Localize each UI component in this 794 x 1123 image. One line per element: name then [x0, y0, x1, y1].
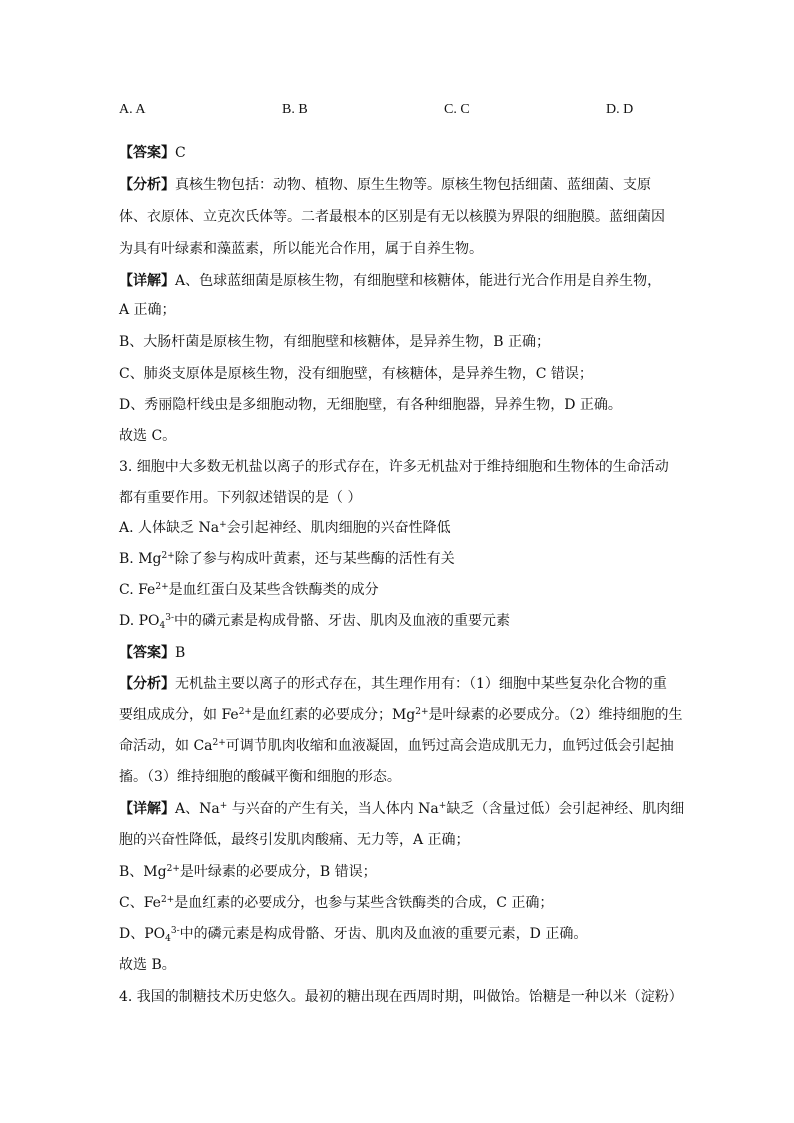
option-b: B. B: [282, 102, 308, 117]
q3-analysis-line-3: 命活动，如 $Ca^{2+}$可调节肌肉收缩和血液凝固，血钙过高会造成肌无力，血钙过低会引起抽: [119, 738, 674, 754]
answer-tag: 【答案】: [119, 145, 175, 161]
option-d: D. D: [606, 102, 634, 117]
analysis-tag: 【分析】: [119, 177, 175, 193]
answer-value: C: [175, 145, 186, 161]
q3-option-b: B. $Mg^{2+}$除了参与构成叶黄素，还与某些酶的活性有关: [119, 551, 455, 567]
q2-detail-line-2: A 正确；: [119, 302, 176, 318]
option-c: C. C: [444, 102, 470, 117]
q3-analysis-line-2: 要组成成分，如 $Fe^{2+}$是血红素的必要成分；$Mg^{2+}$是叶绿素的必要成分。（2）维持细胞的生: [119, 707, 683, 723]
q2-analysis-line-2: 体、衣原体、立克次氏体等。二者最根本的区别是有无以核膜为界限的细胞膜。蓝细菌因: [119, 209, 665, 225]
q3-analysis-line-4: 搐。（3）维持细胞的酸碱平衡和细胞的形态。: [119, 769, 401, 785]
q2-analysis-line-3: 为具有叶绿素和藻蓝素，所以能光合作用，属于自养生物。: [119, 241, 483, 257]
q3-conclusion: 故选 B。: [119, 957, 176, 973]
q3-option-c: C. $Fe^{2+}$是血红蛋白及某些含铁酶类的成分: [119, 582, 379, 598]
q3-stem-line-1: 3. 细胞中大多数无机盐以离子的形式存在，许多无机盐对于维持细胞和生物体的生命活动: [119, 459, 669, 475]
detail-tag: 【详解】: [119, 801, 175, 817]
q3-answer-line: [119, 643, 185, 663]
q3-analysis-line-1: 【分析】无机盐主要以离子的形式存在，其生理作用有：（1）细胞中某些复杂化合物的重: [119, 676, 667, 692]
q3-detail-line-2: 胞的兴奋性降低，最终引发肌肉酸痛、无力等，A 正确；: [119, 832, 470, 848]
answer-value: B: [175, 645, 186, 661]
q3-stem-line-2: 都有重要作用。下列叙述错误的是（ ）: [119, 490, 362, 506]
option-a: A. A: [119, 102, 146, 117]
detail-tag: 【详解】: [119, 273, 175, 289]
answer-tag: 【答案】: [119, 645, 175, 661]
q4-stem-line-1: 4. 我国的制糖技术历史悠久。最初的糖出现在西周时期，叫做饴。饴糖是一种以米（淀粉）: [119, 989, 683, 1005]
q3-detail-line-3: B、$Mg^{2+}$是叶绿素的必要成分，B 错误；: [119, 864, 377, 880]
q2-detail-line-3: B、大肠杆菌是原核生物，有细胞壁和核糖体，是异养生物，B 正确；: [119, 334, 551, 350]
q2-detail-line-1: [119, 271, 661, 291]
q3-detail-line-1: 【详解】A、Na+ 与兴奋的产生有关，当人体内 Na+缺乏（含量过低）会引起神经、肌肉细: [119, 801, 685, 817]
q3-option-d: D. $PO_4^{3-}$中的磷元素是构成骨骼、牙齿、肌肉及血液的重要元素: [119, 613, 511, 631]
q3-detail-line-5: D、$PO_4^{3-}$中的磷元素是构成骨骼、牙齿、肌肉及血液的重要元素，D 正确。: [119, 926, 588, 944]
analysis-tag: 【分析】: [119, 676, 175, 692]
q2-detail-line-4: C、肺炎支原体是原核生物，没有细胞壁，有核糖体，是异养生物，C 错误；: [119, 366, 593, 382]
q2-analysis-line-1: [119, 175, 651, 195]
q2-answer-line: [119, 143, 186, 163]
q3-detail-line-4: C、$Fe^{2+}$是血红素的必要成分，也参与某些含铁酶类的合成，C 正确；: [119, 895, 554, 911]
detail-text: A、色球蓝细菌是原核生物，有细胞壁和核糖体，能进行光合作用是自养生物，: [175, 273, 662, 289]
q2-detail-line-5: D、秀丽隐杆线虫是多细胞动物，无细胞壁，有各种细胞器，异养生物，D 正确。: [119, 397, 622, 413]
q2-conclusion: 故选 C。: [119, 428, 177, 444]
analysis-text: 真核生物包括：动物、植物、原生生物等。原核生物包括细菌、蓝细菌、支原: [175, 177, 651, 193]
q3-option-a: A. 人体缺乏 Na+会引起神经、肌肉细胞的兴奋性降低: [119, 520, 451, 536]
